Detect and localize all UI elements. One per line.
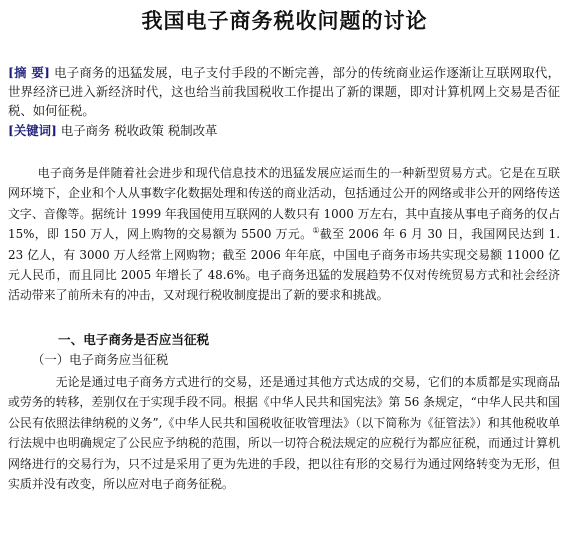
section-heading: 一、电子商务是否应当征税 — [58, 332, 210, 347]
body-paragraph-2: 无论是通过电子商务方式进行的交易，还是通过其他方式达成的交易，它们的本质都是实现商品或劳务的转移，差别仅在于实现手段不同。根据《中华人民共和国宪法》第 56 条规定，“中华人民共和国公民有依照法律纳税的义务”,《中华人民共和国税收征收管理法》（以下简称为《征管法》）和其他税收单行法规中也明确规定了公民应予纳税的范围，所以一切符合税法规定的应税行为都应征税，而通过计算机网络进行的交易行为，只不过是采用了更为先进的手段，把以往有形的交易行为通过网络转变为无形，但实质并没有改变，所以应对电子商务征税。 — [8, 375, 560, 492]
footnote-marker: ① — [312, 226, 320, 236]
keywords-label: [关键词] — [8, 123, 57, 138]
document-title: 我国电子商务税收问题的讨论 — [141, 8, 428, 33]
subsection-heading: （一）电子商务应当征税 — [32, 352, 169, 367]
paragraph-1-text-b: 截至 2006 年 6 月 30 日，我国网民达到 1. 23 亿人，有 3000 万人经常上网购物；截至 2006 年年底，中国电子商务市场共实现交易额 11000 亿元人民币，而且同比 2005 年增长了 48.6%。电子商务迅猛的发展趋势不仅对传统贸易方式和社会经济活动带来了前所未有的冲击，又对现行税收制度提出了新的要求和挑战。 — [8, 227, 560, 303]
keywords-text: 电子商务 税收政策 税制改革 — [60, 123, 218, 138]
keywords — [8, 121, 560, 140]
abstract — [8, 63, 560, 120]
abstract-text: 电子商务的迅猛发展，电子支付手段的不断完善，部分的传统商业运作逐渐让互联网取代，世界经济已进入新经济时代，这也给当前我国税收工作提出了新的课题，即对计算机网上交易是否征税、如何征税。 — [8, 65, 560, 118]
abstract-label: [摘 要] — [8, 65, 50, 80]
paragraph-1-text-a: 电子商务是伴随着社会进步和现代信息技术的迅猛发展应运而生的一种新型贸易方式。它是在互联网环境下，企业和个人从事数字化数据处理和传送的商业活动，包括通过公开的网络或非公开的网络传送文字、音像等。据统计 1999 年我国使用互联网的人数只有 1000 万左右，其中直接从事电子商务的仅占 15%，即 150 万人，网上购物的交易额为 5500 万元。 — [8, 166, 560, 242]
body-paragraph-1 — [8, 163, 560, 306]
